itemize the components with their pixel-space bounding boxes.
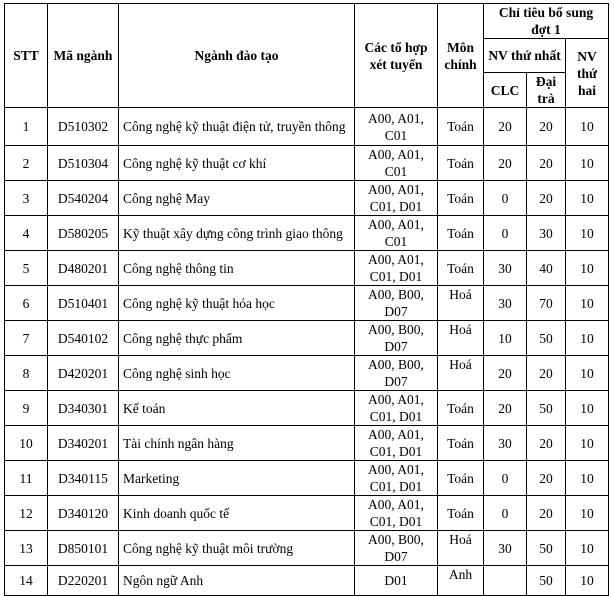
cell-nv2: 10	[566, 531, 609, 566]
table-row	[5, 426, 609, 461]
cell-nv2: 10	[566, 391, 609, 426]
cell-clc: 10	[484, 321, 527, 356]
cell-to-hop: A00, B00, D07	[355, 286, 438, 321]
cell-clc: 0	[484, 216, 527, 251]
header-ma-nganh: Mã ngành	[48, 4, 119, 108]
admissions-table	[4, 3, 609, 596]
header-mon-chinh: Môn chính	[438, 4, 484, 108]
cell-dai-tra: 20	[527, 426, 566, 461]
cell-clc: 20	[484, 391, 527, 426]
cell-nv2: 10	[566, 146, 609, 181]
cell-to-hop: A00, A01, C01, D01	[355, 391, 438, 426]
table-row	[5, 391, 609, 426]
cell-to-hop: A00, A01, C01, D01	[355, 496, 438, 531]
table-row	[5, 566, 609, 596]
header-to-hop: Các tổ hợp xét tuyển	[355, 4, 438, 108]
cell-mon-chinh: Toán	[438, 496, 484, 531]
cell-mon-chinh: Hoá	[438, 321, 484, 356]
table-row	[5, 321, 609, 356]
cell-dai-tra: 20	[527, 181, 566, 216]
cell-nv2: 10	[566, 251, 609, 286]
cell-mon-chinh: Toán	[438, 108, 484, 146]
cell-dai-tra: 50	[527, 391, 566, 426]
cell-ma-nganh: D340201	[48, 426, 119, 461]
cell-to-hop: A00, B00, D07	[355, 531, 438, 566]
table-row	[5, 108, 609, 146]
cell-ma-nganh: D510302	[48, 108, 119, 146]
cell-dai-tra: 30	[527, 216, 566, 251]
table-row	[5, 181, 609, 216]
cell-stt: 11	[5, 461, 48, 496]
cell-nganh: Ngôn ngữ Anh	[119, 566, 355, 596]
cell-mon-chinh: Toán	[438, 181, 484, 216]
cell-nganh: Kế toán	[119, 391, 355, 426]
table-row	[5, 356, 609, 391]
cell-dai-tra: 20	[527, 461, 566, 496]
cell-clc: 30	[484, 286, 527, 321]
cell-stt: 3	[5, 181, 48, 216]
cell-to-hop: D01	[355, 566, 438, 596]
cell-nv2: 10	[566, 321, 609, 356]
cell-mon-chinh: Toán	[438, 146, 484, 181]
cell-ma-nganh: D340301	[48, 391, 119, 426]
cell-clc: 20	[484, 108, 527, 146]
cell-nv2: 10	[566, 356, 609, 391]
header-dai-tra: Đại trà	[527, 73, 566, 108]
cell-to-hop: A00, A01, C01	[355, 108, 438, 146]
table-row	[5, 531, 609, 566]
table-body	[5, 108, 609, 596]
cell-nv2: 10	[566, 108, 609, 146]
cell-dai-tra: 20	[527, 496, 566, 531]
cell-nv2: 10	[566, 216, 609, 251]
cell-ma-nganh: D540102	[48, 321, 119, 356]
cell-nganh: Kinh doanh quốc tế	[119, 496, 355, 531]
cell-ma-nganh: D510304	[48, 146, 119, 181]
cell-clc: 0	[484, 496, 527, 531]
header-row-1	[5, 4, 609, 39]
cell-nganh: Tài chính ngân hàng	[119, 426, 355, 461]
cell-mon-chinh: Anh	[438, 566, 484, 596]
cell-mon-chinh: Toán	[438, 216, 484, 251]
cell-clc: 20	[484, 356, 527, 391]
cell-clc	[484, 566, 527, 596]
cell-stt: 1	[5, 108, 48, 146]
cell-stt: 4	[5, 216, 48, 251]
table-row	[5, 251, 609, 286]
cell-nganh: Công nghệ kỹ thuật cơ khí	[119, 146, 355, 181]
cell-nv2: 10	[566, 461, 609, 496]
cell-nganh: Công nghệ sinh học	[119, 356, 355, 391]
cell-to-hop: A00, A01, C01, D01	[355, 181, 438, 216]
cell-clc: 0	[484, 181, 527, 216]
cell-nv2: 10	[566, 286, 609, 321]
cell-dai-tra: 50	[527, 531, 566, 566]
cell-nganh: Kỹ thuật xây dựng công trình giao thông	[119, 216, 355, 251]
cell-nganh: Công nghệ May	[119, 181, 355, 216]
cell-stt: 8	[5, 356, 48, 391]
cell-clc: 0	[484, 461, 527, 496]
cell-dai-tra: 70	[527, 286, 566, 321]
cell-mon-chinh: Toán	[438, 391, 484, 426]
table-row	[5, 146, 609, 181]
cell-dai-tra: 50	[527, 566, 566, 596]
cell-nganh: Công nghệ thông tin	[119, 251, 355, 286]
cell-stt: 12	[5, 496, 48, 531]
table-row	[5, 496, 609, 531]
cell-to-hop: A00, A01, C01	[355, 146, 438, 181]
cell-ma-nganh: D420201	[48, 356, 119, 391]
cell-mon-chinh: Hoá	[438, 286, 484, 321]
cell-nv2: 10	[566, 496, 609, 531]
cell-nv2: 10	[566, 566, 609, 596]
table-row	[5, 216, 609, 251]
cell-dai-tra: 40	[527, 251, 566, 286]
cell-dai-tra: 20	[527, 356, 566, 391]
cell-to-hop: A00, A01, C01	[355, 216, 438, 251]
cell-dai-tra: 20	[527, 146, 566, 181]
cell-clc: 30	[484, 251, 527, 286]
cell-mon-chinh: Toán	[438, 251, 484, 286]
cell-ma-nganh: D850101	[48, 531, 119, 566]
cell-stt: 5	[5, 251, 48, 286]
cell-stt: 7	[5, 321, 48, 356]
cell-mon-chinh: Toán	[438, 426, 484, 461]
cell-clc: 30	[484, 531, 527, 566]
cell-ma-nganh: D510401	[48, 286, 119, 321]
cell-nganh: Công nghệ kỹ thuật hóa học	[119, 286, 355, 321]
cell-ma-nganh: D540204	[48, 181, 119, 216]
cell-stt: 13	[5, 531, 48, 566]
cell-stt: 6	[5, 286, 48, 321]
header-nv2: NV thứ hai	[566, 39, 609, 108]
cell-to-hop: A00, B00, D07	[355, 356, 438, 391]
cell-dai-tra: 20	[527, 108, 566, 146]
cell-ma-nganh: D220201	[48, 566, 119, 596]
cell-mon-chinh: Toán	[438, 461, 484, 496]
header-nganh: Ngành đào tạo	[119, 4, 355, 108]
cell-nganh: Công nghệ kỹ thuật điện tử, truyền thông	[119, 108, 355, 146]
cell-nganh: Marketing	[119, 461, 355, 496]
header-chi-tieu: Chỉ tiêu bổ sung đợt 1	[484, 4, 609, 39]
cell-to-hop: A00, A01, C01, D01	[355, 461, 438, 496]
header-stt: STT	[5, 4, 48, 108]
cell-clc: 20	[484, 146, 527, 181]
cell-to-hop: A00, B00, D07	[355, 321, 438, 356]
cell-clc: 30	[484, 426, 527, 461]
cell-mon-chinh: Hoá	[438, 356, 484, 391]
table-row	[5, 461, 609, 496]
table-row	[5, 286, 609, 321]
cell-to-hop: A00, A01, C01, D01	[355, 251, 438, 286]
cell-stt: 9	[5, 391, 48, 426]
header-clc: CLC	[484, 73, 527, 108]
cell-ma-nganh: D480201	[48, 251, 119, 286]
cell-ma-nganh: D580205	[48, 216, 119, 251]
cell-nv2: 10	[566, 426, 609, 461]
cell-dai-tra: 50	[527, 321, 566, 356]
cell-ma-nganh: D340115	[48, 461, 119, 496]
cell-stt: 14	[5, 566, 48, 596]
cell-stt: 10	[5, 426, 48, 461]
cell-ma-nganh: D340120	[48, 496, 119, 531]
cell-nganh: Công nghệ kỹ thuật môi trường	[119, 531, 355, 566]
cell-stt: 2	[5, 146, 48, 181]
header-nv1: NV thứ nhất	[484, 39, 566, 73]
cell-to-hop: A00, A01, C01, D01	[355, 426, 438, 461]
cell-mon-chinh: Hoá	[438, 531, 484, 566]
cell-nv2: 10	[566, 181, 609, 216]
cell-nganh: Công nghệ thực phẩm	[119, 321, 355, 356]
